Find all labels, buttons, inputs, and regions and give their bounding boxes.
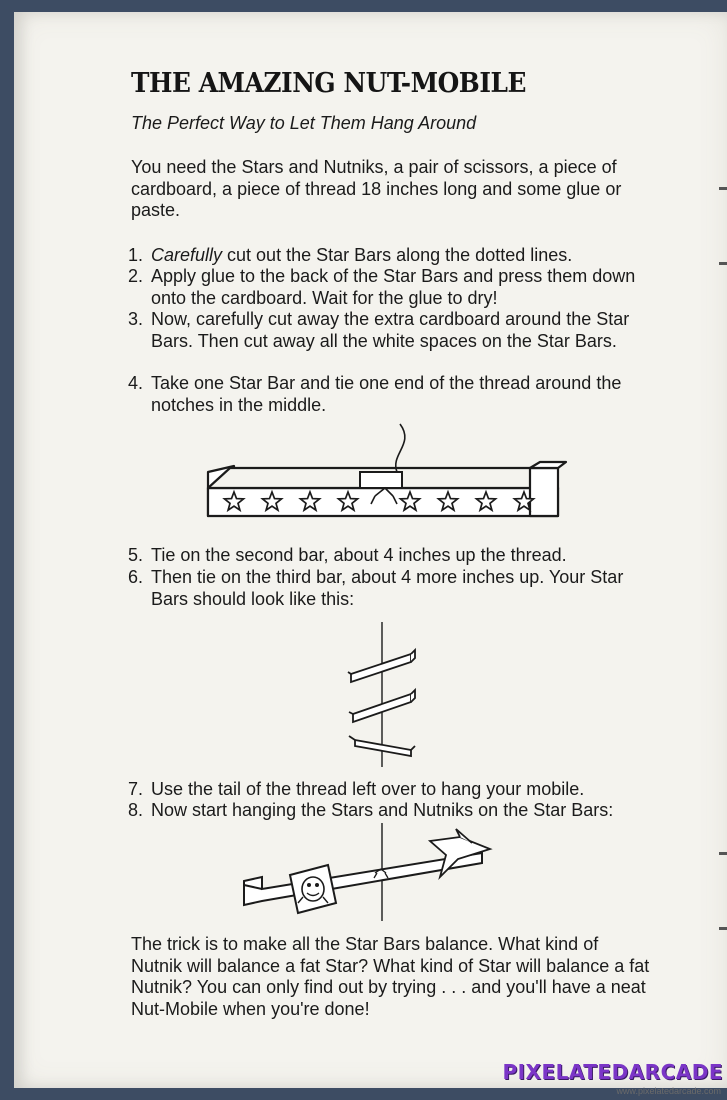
nutnik-creature-icon [290, 865, 336, 913]
step-4: 4. Take one Star Bar and tie one end of the thread around the notches in the middle. [128, 373, 622, 415]
step-7: 7. Use the tail of the thread left over to hang your mobile. [128, 779, 585, 799]
step-1: 1. Carefully cut out the Star Bars along the dotted lines. [128, 245, 573, 265]
step-2: 2. Apply glue to the back of the Star Bars and press them down onto the cardboard. Wait for the glue to dry! [128, 266, 636, 308]
step-5: 5. Tie on the second bar, about 4 inches up the thread. [128, 545, 567, 565]
step-1-emphasis: Carefully [151, 245, 223, 265]
hanging-mobile-illustration [240, 823, 505, 921]
intro-paragraph: You need the Stars and Nutniks, a pair of scissors, a piece of cardboard, a piece of thread 18 inches long and some glue or paste. [131, 157, 622, 220]
closing-paragraph: The trick is to make all the Star Bars balance. What kind of Nutnik will balance a fat Star? What kind of Star will balance a fat Nutnik? You can only find out by trying . . . and you'll have a neat Nut-Mobile when you're done! [131, 934, 650, 1019]
watermark-logo: PIXELATEDARCADE [502, 1060, 723, 1084]
page-title: THE AMAZING NUT-MOBILE [131, 68, 526, 99]
watermark-url: www.pixelatedarcade.com [616, 1086, 721, 1096]
star-bar-illustration [200, 424, 565, 524]
step-8: 8. Now start hanging the Stars and Nutniks on the Star Bars: [128, 800, 614, 820]
page-subtitle: The Perfect Way to Let Them Hang Around [131, 113, 477, 133]
step-6: 6. Then tie on the third bar, about 4 more inches up. Your Star Bars should look like this: [128, 567, 624, 609]
stacked-bars-illustration [345, 622, 425, 767]
step-3: 3. Now, carefully cut away the extra cardboard around the Star Bars. Then cut away all the white spaces on the Star Bars. [128, 309, 630, 351]
